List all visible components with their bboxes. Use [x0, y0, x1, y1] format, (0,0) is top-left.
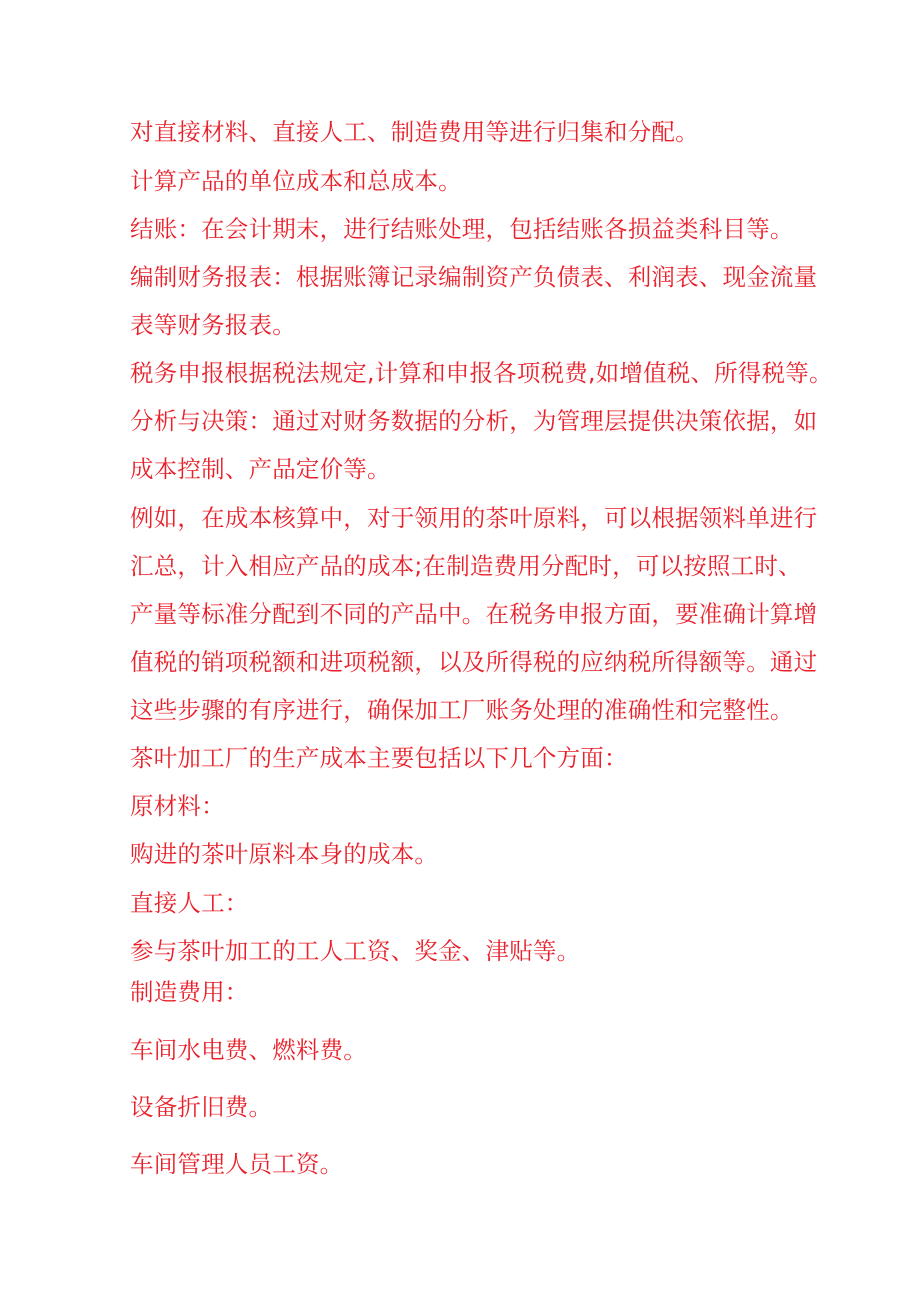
- text-line: 原材料：: [130, 792, 225, 820]
- text-line: 制造费用：: [130, 978, 249, 1006]
- text-line: 产量等标准分配到不同的产品中。在税务申报方面，要准确计算增: [130, 600, 818, 628]
- text-line: 设备折旧费。: [130, 1093, 273, 1121]
- text-line: 税务申报根据税法规定,计算和申报各项税费,如增值税、所得税等。: [130, 359, 833, 387]
- text-line: 直接人工：: [130, 889, 249, 917]
- text-line: 例如，在成本核算中，对于领用的茶叶原料，可以根据领料单进行: [130, 504, 818, 532]
- text-line: 对直接材料、直接人工、制造费用等进行归集和分配。: [130, 118, 699, 146]
- text-line: 结账：在会计期末，进行结账处理，包括结账各损益类科目等。: [130, 215, 794, 243]
- text-line: 这些步骤的有序进行，确保加工厂账务处理的准确性和完整性。: [130, 696, 794, 724]
- text-line: 表等财务报表。: [130, 311, 296, 339]
- text-line: 车间管理人员工资。: [130, 1150, 344, 1178]
- text-line: 值税的销项税额和进项税额，以及所得税的应纳税所得额等。通过: [130, 648, 818, 676]
- text-line: 成本控制、产品定价等。: [130, 455, 391, 483]
- text-line: 购进的茶叶原料本身的成本。: [130, 840, 439, 868]
- text-line: 参与茶叶加工的工人工资、奖金、津贴等。: [130, 937, 581, 965]
- text-line: 计算产品的单位成本和总成本。: [130, 167, 462, 195]
- text-line: 分析与决策：通过对财务数据的分析，为管理层提供决策依据，如: [130, 407, 818, 435]
- text-line: 汇总，计入相应产品的成本;在制造费用分配时，可以按照工时、: [130, 552, 802, 580]
- text-line: 编制财务报表：根据账簿记录编制资产负债表、利润表、现金流量: [130, 263, 818, 291]
- text-line: 车间水电费、燃料费。: [130, 1036, 367, 1064]
- text-line: 茶叶加工厂的生产成本主要包括以下几个方面：: [130, 744, 628, 772]
